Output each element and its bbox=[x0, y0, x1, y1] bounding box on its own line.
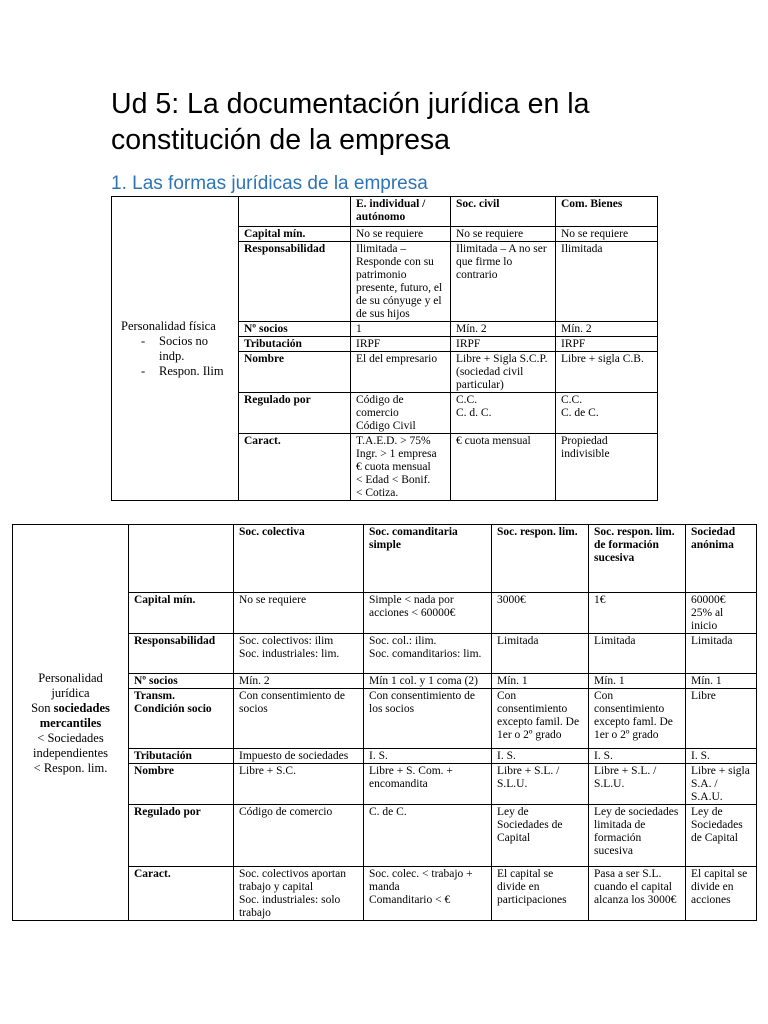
cell-text: Con consentimiento excepto faml. De 1er o 2º grado bbox=[594, 690, 673, 741]
cell-text: Mín 1 col. y 1 coma (2) bbox=[369, 675, 478, 687]
row-header: Caract. bbox=[239, 434, 351, 501]
cell-text: Soc. colectivos: ilim Soc. industriales: lim. bbox=[239, 635, 340, 660]
table-cell bbox=[492, 674, 589, 689]
table-cell bbox=[589, 764, 686, 805]
side-list bbox=[117, 334, 233, 379]
sociedades-mercantiles-table bbox=[12, 524, 757, 921]
cell-text: Con consentimiento de los socios bbox=[369, 690, 476, 715]
row-header: Capital mín. bbox=[129, 593, 234, 634]
side-line-4: < Respon. lim. bbox=[33, 760, 108, 775]
cell-text: Ley de Sociedades de Capital bbox=[497, 806, 563, 844]
table-cell bbox=[556, 227, 658, 242]
table-cell bbox=[364, 593, 492, 634]
row-header: Nombre bbox=[129, 764, 234, 805]
personas-fisicas-table bbox=[111, 196, 658, 501]
row-header: Responsabilidad bbox=[239, 242, 351, 322]
table-cell bbox=[556, 393, 658, 434]
cell-text: 3000€ bbox=[497, 594, 526, 606]
table-cell bbox=[351, 227, 451, 242]
table-cell bbox=[556, 242, 658, 322]
table-cell bbox=[351, 352, 451, 393]
table-cell bbox=[492, 764, 589, 805]
cell-text: Pasa a ser S.L. cuando el capital alcanza los 3000€ bbox=[594, 868, 677, 906]
table-cell bbox=[686, 749, 757, 764]
table-cell bbox=[686, 674, 757, 689]
table-cell bbox=[351, 322, 451, 337]
row-header: Tributación bbox=[129, 749, 234, 764]
cell-text: Mín. 1 bbox=[497, 675, 528, 687]
table-cell bbox=[351, 242, 451, 322]
table-cell bbox=[686, 689, 757, 749]
row-header: Nº socios bbox=[129, 674, 234, 689]
cell-text: IRPF bbox=[561, 338, 586, 350]
table-cell bbox=[234, 689, 364, 749]
table-cell bbox=[686, 867, 757, 921]
cell-text: 1 bbox=[356, 323, 362, 335]
side-label-cell bbox=[112, 197, 239, 501]
corner-cell bbox=[239, 197, 351, 227]
cell-text: 1€ bbox=[594, 594, 606, 606]
side-line-2-bold: sociedades mercantiles bbox=[39, 700, 110, 730]
table-cell bbox=[492, 689, 589, 749]
column-header: Soc. respon. lim. de formación sucesiva bbox=[589, 525, 686, 593]
table-cell bbox=[492, 867, 589, 921]
table-cell bbox=[589, 593, 686, 634]
cell-text: Limitada bbox=[497, 635, 539, 647]
cell-text: Código de comercio bbox=[239, 806, 333, 818]
row-header: Regulado por bbox=[239, 393, 351, 434]
header-row bbox=[112, 197, 658, 227]
table-cell bbox=[686, 634, 757, 674]
cell-text: C.C. C. d. C. bbox=[456, 394, 492, 419]
cell-text: I. S. bbox=[594, 750, 613, 762]
cell-text: Mín. 1 bbox=[594, 675, 625, 687]
table-cell bbox=[556, 337, 658, 352]
table-cell bbox=[364, 689, 492, 749]
table-cell bbox=[589, 749, 686, 764]
cell-text: Impuesto de sociedades bbox=[239, 750, 349, 762]
cell-text: No se requiere bbox=[456, 228, 524, 240]
cell-text: C.C. C. de C. bbox=[561, 394, 599, 419]
table-cell bbox=[589, 634, 686, 674]
cell-text: No se requiere bbox=[239, 594, 307, 606]
cell-text: Mín. 2 bbox=[239, 675, 270, 687]
cell-text: C. de C. bbox=[369, 806, 407, 818]
table-cell bbox=[234, 867, 364, 921]
cell-text: Ley de Sociedades de Capital bbox=[691, 806, 743, 844]
section-heading: 1. Las formas jurídicas de la empresa bbox=[111, 173, 428, 194]
cell-text: I. S. bbox=[497, 750, 516, 762]
cell-text: Soc. col.: ilim. Soc. comanditarios: lim. bbox=[369, 635, 482, 660]
column-header: Soc. colectiva bbox=[234, 525, 364, 593]
table-cell bbox=[686, 764, 757, 805]
row-header: Transm. Condición socio bbox=[129, 689, 234, 749]
side-list-item: - Respon. Ilim bbox=[149, 364, 233, 379]
header-row bbox=[13, 525, 757, 593]
table-cell bbox=[351, 434, 451, 501]
cell-text: Ley de sociedades limitada de formación sucesiva bbox=[594, 806, 679, 857]
cell-text: I. S. bbox=[691, 750, 710, 762]
table-cell bbox=[556, 322, 658, 337]
side-label-cell bbox=[13, 525, 129, 921]
corner-cell bbox=[129, 525, 234, 593]
table-cell bbox=[234, 634, 364, 674]
cell-text: I. S. bbox=[369, 750, 388, 762]
cell-text: Ilimitada – Responde con su patrimonio presente, futuro, el de su cónyuge y el de sus hijos bbox=[356, 243, 443, 320]
cell-text: El del empresario bbox=[356, 353, 438, 365]
column-header: Sociedad anónima bbox=[686, 525, 757, 593]
side-title: Personalidad física bbox=[121, 319, 216, 333]
table-cell bbox=[364, 805, 492, 867]
table-cell bbox=[451, 352, 556, 393]
cell-text: Limitada bbox=[594, 635, 636, 647]
table-cell bbox=[556, 352, 658, 393]
cell-text: No se requiere bbox=[356, 228, 424, 240]
row-header: Nombre bbox=[239, 352, 351, 393]
row-header: Caract. bbox=[129, 867, 234, 921]
table-cell bbox=[234, 805, 364, 867]
table-cell bbox=[351, 337, 451, 352]
cell-text: Limitada bbox=[691, 635, 733, 647]
column-header: Com. Bienes bbox=[556, 197, 658, 227]
table-cell bbox=[556, 434, 658, 501]
cell-text: Libre + S.L. / S.L.U. bbox=[497, 765, 560, 790]
table-cell bbox=[686, 805, 757, 867]
cell-text: Soc. colec. < trabajo + manda Comanditario < € bbox=[369, 868, 473, 906]
table-cell bbox=[451, 434, 556, 501]
table-cell bbox=[364, 674, 492, 689]
cell-text: Mín. 2 bbox=[456, 323, 487, 335]
table-cell bbox=[351, 393, 451, 434]
table-cell bbox=[492, 749, 589, 764]
side-list-item: - Socios no indp. bbox=[149, 334, 233, 364]
cell-text: Simple < nada por acciones < 60000€ bbox=[369, 594, 456, 619]
cell-text: Ilimitada – A no ser que firme lo contrario bbox=[456, 243, 547, 281]
cell-text: Mín. 1 bbox=[691, 675, 722, 687]
cell-text: Libre + sigla C.B. bbox=[561, 353, 644, 365]
table-cell bbox=[686, 593, 757, 634]
cell-text: IRPF bbox=[356, 338, 381, 350]
cell-text: T.A.E.D. > 75% Ingr. > 1 empresa € cuota mensual < Edad < Bonif. < Cotiza. bbox=[356, 435, 437, 499]
side-line-2-prefix: Son bbox=[31, 700, 54, 715]
table-cell bbox=[364, 749, 492, 764]
row-header: Nº socios bbox=[239, 322, 351, 337]
side-line-1: Personalidad jurídica bbox=[38, 670, 103, 700]
cell-text: 60000€ 25% al inicio bbox=[691, 594, 726, 632]
cell-text: Ilimitada bbox=[561, 243, 603, 255]
table-cell bbox=[589, 805, 686, 867]
cell-text: El capital se divide en acciones bbox=[691, 868, 748, 906]
column-header: Soc. comanditaria simple bbox=[364, 525, 492, 593]
column-header: Soc. respon. lim. bbox=[492, 525, 589, 593]
cell-text: Mín. 2 bbox=[561, 323, 592, 335]
cell-text: Libre + S.C. bbox=[239, 765, 296, 777]
row-header: Tributación bbox=[239, 337, 351, 352]
table-cell bbox=[492, 805, 589, 867]
column-header: Soc. civil bbox=[451, 197, 556, 227]
cell-text: € cuota mensual bbox=[456, 435, 531, 447]
side-line-3: < Sociedades independientes bbox=[33, 730, 108, 760]
table-cell bbox=[589, 689, 686, 749]
table-cell bbox=[234, 764, 364, 805]
table-cell bbox=[589, 674, 686, 689]
table-cell bbox=[589, 867, 686, 921]
cell-text: El capital se divide en participaciones bbox=[497, 868, 567, 906]
side-line-2 bbox=[18, 701, 123, 731]
cell-text: Libre + Sigla S.C.P. (sociedad civil particular) bbox=[456, 353, 548, 391]
row-header: Responsabilidad bbox=[129, 634, 234, 674]
cell-text: Libre bbox=[691, 690, 716, 702]
table-cell bbox=[364, 764, 492, 805]
cell-text: Libre + S. Com. + encomandita bbox=[369, 765, 453, 790]
table-cell bbox=[451, 227, 556, 242]
table-cell bbox=[364, 634, 492, 674]
table-cell bbox=[451, 242, 556, 322]
cell-text: Libre + S.L. / S.L.U. bbox=[594, 765, 657, 790]
cell-text: Propiedad indivisible bbox=[561, 435, 610, 460]
cell-text: IRPF bbox=[456, 338, 481, 350]
cell-text: Con consentimiento excepto famil. De 1er o 2º grado bbox=[497, 690, 580, 741]
cell-text: Libre + sigla S.A. / S.A.U. bbox=[691, 765, 750, 803]
cell-text: Soc. colectivos aportan trabajo y capital Soc. industriales: solo trabajo bbox=[239, 868, 346, 919]
column-header: E. individual / autónomo bbox=[351, 197, 451, 227]
table-cell bbox=[451, 393, 556, 434]
table-cell bbox=[492, 593, 589, 634]
table-cell bbox=[492, 634, 589, 674]
table-cell bbox=[364, 867, 492, 921]
cell-text: No se requiere bbox=[561, 228, 629, 240]
row-header: Capital mín. bbox=[239, 227, 351, 242]
table-cell bbox=[234, 674, 364, 689]
page-title: Ud 5: La documentación jurídica en la constitución de la empresa bbox=[111, 88, 590, 156]
table-cell bbox=[234, 749, 364, 764]
table-cell bbox=[234, 593, 364, 634]
table-cell bbox=[451, 337, 556, 352]
table-cell bbox=[451, 322, 556, 337]
row-header: Regulado por bbox=[129, 805, 234, 867]
cell-text: Con consentimiento de socios bbox=[239, 690, 346, 715]
cell-text: Código de comercio Código Civil bbox=[356, 394, 416, 432]
